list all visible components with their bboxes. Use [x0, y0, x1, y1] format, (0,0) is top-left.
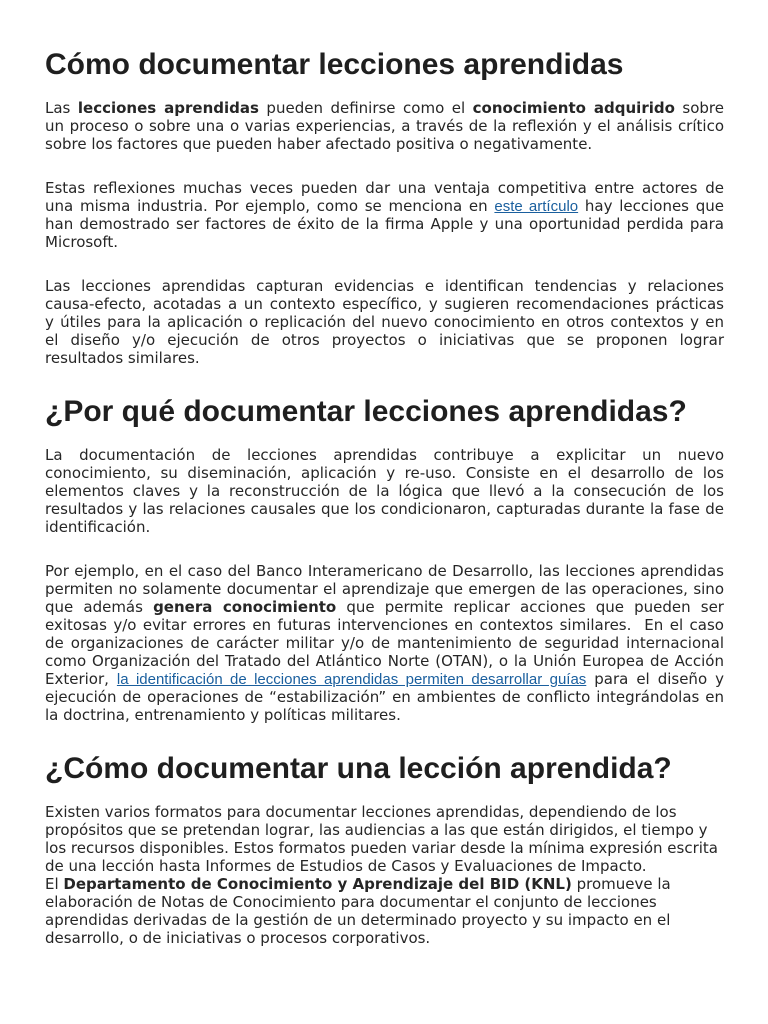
paragraph-documentation — [45, 446, 724, 536]
text-segment: Exterior, — [45, 670, 117, 688]
bold-term: lecciones aprendidas — [77, 99, 259, 117]
text-line: y útiles para la aplicación o replicación del nuevo conocimiento en otros contextos y en — [45, 313, 724, 331]
text-line — [45, 875, 724, 893]
text-line: elementos claves y la reconstrucción de la lógica que llevó a la consecución de los — [45, 482, 724, 500]
text-segment: El — [45, 875, 64, 893]
text-line: han demostrado ser factores de éxito de la firma Apple y una oportunidad perdida para — [45, 215, 724, 233]
text-segment: que permite replicar acciones que pueden ser — [336, 598, 724, 616]
text-line: La documentación de lecciones aprendidas contribuye a explicitar un nuevo — [45, 446, 724, 464]
text-line: exitosas y/o evitar errores en futuras intervenciones en contextos similares. En el caso — [45, 616, 724, 634]
paragraph-evidence — [45, 277, 724, 367]
text-line — [45, 99, 724, 117]
text-line: Estas reflexiones muchas veces pueden dar una ventaja competitiva entre actores de — [45, 179, 724, 197]
page-title: Cómo documentar lecciones aprendidas — [45, 48, 624, 81]
text-segment: sobre — [674, 99, 724, 117]
text-line: un proceso o sobre una o varias experiencias, a través de la reflexión y el análisis crítico — [45, 117, 724, 135]
text-line — [45, 197, 724, 215]
text-segment: pueden definirse como el — [258, 99, 473, 117]
bold-term: Departamento de Conocimiento y Aprendizaje del BID (KNL) — [63, 875, 572, 893]
text-line: causa-efecto, acotadas a un contexto específico, y sugieren recomendaciones prácticas — [45, 295, 724, 313]
text-line: resultados similares. — [45, 349, 200, 367]
text-line: resultados y las relaciones causales que los condicionaron, capturadas durante la fase de — [45, 500, 724, 518]
text-line: propósitos que se pretendan lograr, las audiencias a las que están dirigidos, el tiempo y — [45, 821, 708, 839]
text-segment: Las — [45, 99, 78, 117]
text-line: la doctrina, entrenamiento y políticas militares. — [45, 706, 401, 724]
paragraph-formats — [45, 803, 724, 947]
paragraph-example — [45, 562, 724, 724]
text-line — [45, 670, 724, 688]
text-line: Microsoft. — [45, 233, 119, 251]
text-line: Por ejemplo, en el caso del Banco Interamericano de Desarrollo, las lecciones aprendidas — [45, 562, 724, 580]
text-line: el diseño y/o ejecución de otros proyectos o iniciativas que se proponen lograr — [45, 331, 724, 349]
text-line: de organizaciones de carácter militar y/o de mantenimiento de seguridad internacional — [45, 634, 724, 652]
text-line — [45, 598, 724, 616]
section-heading-how: ¿Cómo documentar una lección aprendida? — [45, 752, 672, 785]
text-line: como Organización del Tratado del Atlántico Norte (OTAN), o la Unión Europea de Acción — [45, 652, 724, 670]
article-link[interactable]: este artículo — [494, 198, 579, 215]
text-line: elaboración de Notas de Conocimiento para documentar el conjunto de lecciones — [45, 893, 657, 911]
text-line: permiten no solamente documentar el aprendizaje que emergen de las operaciones, sino — [45, 580, 724, 598]
text-line: los recursos disponibles. Estos formatos pueden variar desde la mínima expresión escrita — [45, 839, 718, 857]
text-segment: promueve la — [571, 875, 671, 893]
text-line: aprendidas derivadas de la gestión de un determinado proyecto y su impacto en el — [45, 911, 671, 929]
guides-link[interactable]: la identificación de lecciones aprendidas permiten desarrollar guías — [116, 671, 587, 688]
text-segment: que además — [45, 598, 154, 616]
paragraph-reflections — [45, 179, 724, 251]
text-line: de una lección hasta Informes de Estudios de Casos y Evaluaciones de Impacto. — [45, 857, 647, 875]
text-line: sobre los factores que pueden haber afectado positiva o negativamente. — [45, 135, 593, 153]
text-line: desarrollo, o de iniciativas o procesos corporativos. — [45, 929, 431, 947]
text-segment: una misma industria. Por ejemplo, como se menciona en — [45, 197, 495, 215]
text-line: conocimiento, su diseminación, aplicación y re-uso. Consiste en el desarrollo de los — [45, 464, 724, 482]
text-line: Existen varios formatos para documentar lecciones aprendidas, dependiendo de los — [45, 803, 677, 821]
section-heading-why: ¿Por qué documentar lecciones aprendidas? — [45, 395, 687, 428]
bold-term: genera conocimiento — [153, 598, 337, 616]
text-line: ejecución de operaciones de “estabilización” en ambientes de conflicto integrándolas en — [45, 688, 724, 706]
bold-term: conocimiento adquirido — [472, 99, 675, 117]
text-segment: para el diseño y — [586, 670, 724, 688]
text-line: identificación. — [45, 518, 151, 536]
paragraph-definition — [45, 99, 724, 153]
article — [45, 47, 724, 973]
text-segment: hay lecciones que — [578, 197, 724, 215]
text-line: Las lecciones aprendidas capturan evidencias e identifican tendencias y relaciones — [45, 277, 724, 295]
